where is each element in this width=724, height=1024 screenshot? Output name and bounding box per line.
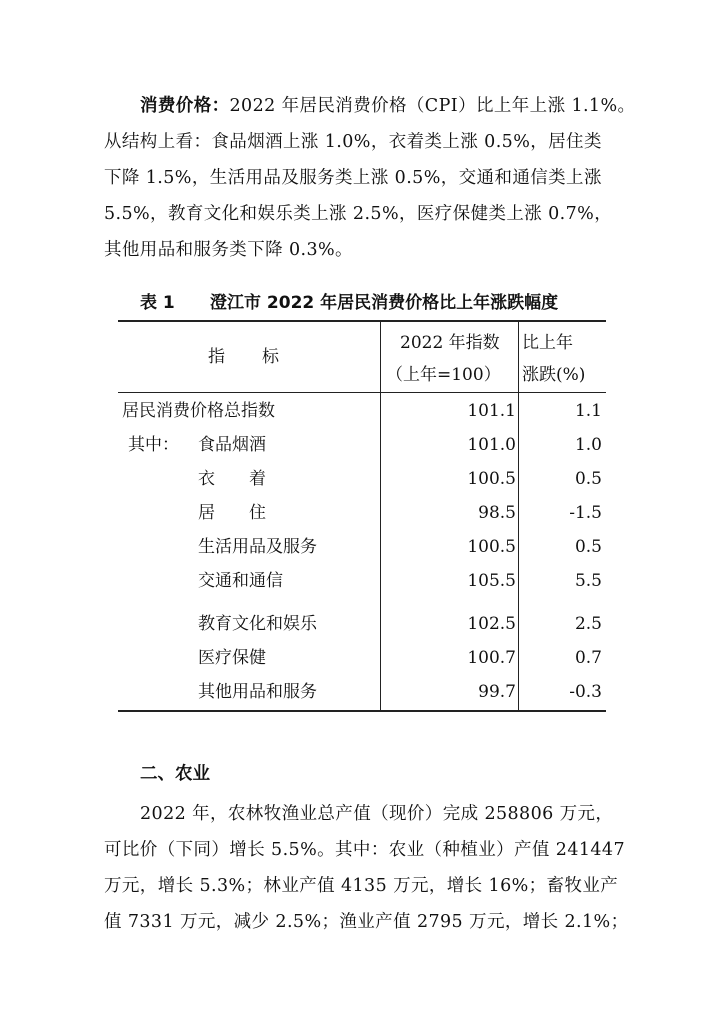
agri-line-1: 2022 年，农林牧渔业总产值（现价）完成 258806 万元， bbox=[140, 804, 614, 824]
row-label: 食品烟酒 bbox=[198, 435, 266, 455]
row-label: 生活用品及服务 bbox=[198, 537, 317, 557]
row-prefix: 其中： bbox=[128, 435, 179, 455]
header-index-line2: （上年=100） bbox=[386, 365, 501, 385]
row-label: 交通和通信 bbox=[198, 571, 283, 591]
header-change-line2: 涨跌(%) bbox=[522, 365, 586, 385]
table-top-rule bbox=[118, 320, 606, 322]
row-index: 100.7 bbox=[467, 648, 516, 668]
header-index-line1: 2022 年指数 bbox=[400, 333, 500, 353]
section-title-agriculture: 二、农业 bbox=[140, 764, 210, 784]
agri-line-3: 万元，增长 5.3%；林业产值 4135 万元，增长 16%；畜牧业产 bbox=[104, 876, 619, 896]
agriculture-paragraph bbox=[104, 796, 629, 940]
table-bottom-rule bbox=[118, 710, 606, 712]
cpi-line-3: 下降 1.5%，生活用品及服务类上涨 0.5%，交通和通信类上涨 bbox=[104, 168, 602, 188]
cpi-line-2: 从结构上看：食品烟酒上涨 1.0%，衣着类上涨 0.5%，居住类 bbox=[104, 132, 602, 152]
row-change: 2.5 bbox=[574, 614, 602, 634]
cpi-line-5: 其他用品和服务类下降 0.3%。 bbox=[104, 240, 353, 260]
row-change: 0.7 bbox=[574, 648, 602, 668]
row-label: 居 住 bbox=[198, 503, 266, 523]
table-number: 表 1 bbox=[140, 293, 175, 313]
table-caption bbox=[140, 288, 558, 313]
cpi-paragraph bbox=[104, 88, 636, 268]
row-change: 5.5 bbox=[574, 571, 602, 591]
row-change: -0.3 bbox=[569, 682, 602, 702]
cpi-line-1 bbox=[104, 88, 636, 124]
row-label: 其他用品和服务 bbox=[198, 682, 317, 702]
row-index: 100.5 bbox=[467, 537, 516, 557]
header-change-line1: 比上年 bbox=[522, 333, 573, 353]
row-change: 0.5 bbox=[574, 469, 602, 489]
row-index: 98.5 bbox=[478, 503, 516, 523]
row-label: 教育文化和娱乐 bbox=[198, 614, 317, 634]
table-header-rule bbox=[118, 392, 606, 393]
cpi-line-1-text: 2022 年居民消费价格（CPI）比上年上涨 1.1%。 bbox=[229, 96, 636, 116]
row-change: 1.1 bbox=[574, 401, 602, 421]
row-label: 衣 着 bbox=[198, 469, 266, 489]
agri-line-4: 值 7331 万元，减少 2.5%；渔业产值 2795 万元，增长 2.1%； bbox=[104, 912, 629, 932]
row-index: 100.5 bbox=[467, 469, 516, 489]
row-change: 1.0 bbox=[574, 435, 602, 455]
cpi-line-4: 5.5%，教育文化和娱乐类上涨 2.5%，医疗保健类上涨 0.7%， bbox=[104, 204, 613, 224]
row-index: 102.5 bbox=[467, 614, 516, 634]
row-label: 医疗保健 bbox=[198, 648, 266, 668]
row-change: -1.5 bbox=[569, 503, 602, 523]
agri-line-2: 可比价（下同）增长 5.5%。其中：农业（种植业）产值 241447 bbox=[104, 840, 625, 860]
cpi-lead: 消费价格： bbox=[140, 96, 230, 116]
row-index: 105.5 bbox=[467, 571, 516, 591]
row-label: 居民消费价格总指数 bbox=[122, 401, 275, 421]
header-indicator: 指 标 bbox=[208, 347, 280, 367]
row-index: 99.7 bbox=[478, 682, 516, 702]
row-index: 101.0 bbox=[467, 435, 516, 455]
cpi-table bbox=[118, 320, 606, 712]
row-index: 101.1 bbox=[467, 401, 516, 421]
table-title: 澄江市 2022 年居民消费价格比上年涨跌幅度 bbox=[210, 293, 559, 313]
row-change: 0.5 bbox=[574, 537, 602, 557]
